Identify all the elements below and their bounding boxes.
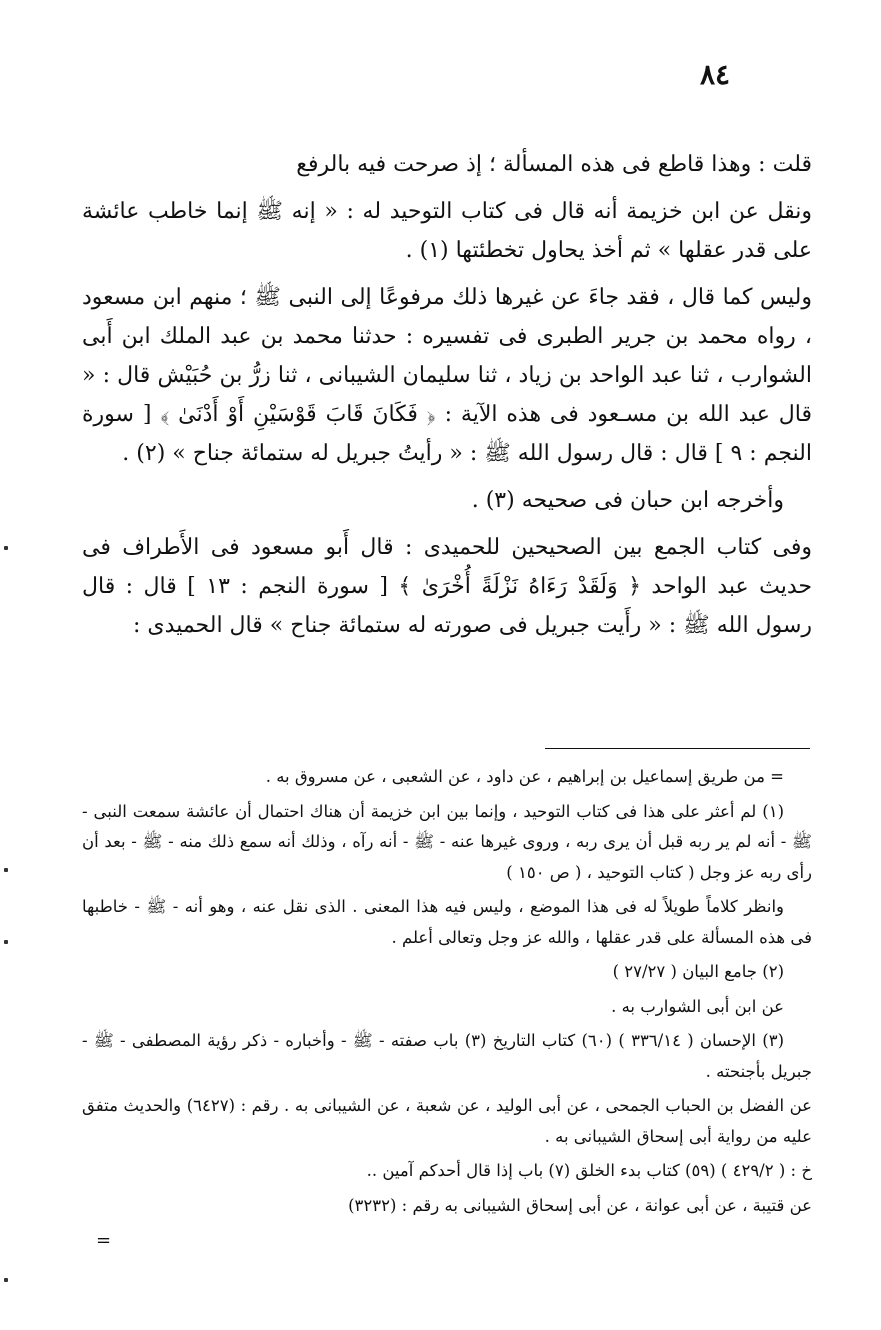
footnote-divider — [545, 748, 810, 749]
scan-speck — [4, 868, 8, 872]
main-text — [82, 145, 812, 653]
footnote-line: وانظر كلاماً طويلاً له فى هذا الموضع ، وليس فيه هذا المعنى . الذى نقل عنه ، وهو أنه - ﷺ - خاطبها فى هذه المسألة على قدر عقلها ، والله عز وجل وتعالى أعلم . — [82, 897, 812, 947]
page-number: ٨٤ — [700, 58, 731, 91]
footnote-line: (١) لم أعثر على هذا فى كتاب التوحيد ، وإنما بين ابن خزيمة أن هناك احتمال أن عائشة سمعت النبى - ﷺ - أنه لم ير ربه قبل أن يرى ربه ، وروى غيرها عنه - ﷺ - أنه رآه ، وذلك أنه سمع ذلك منه - ﷺ - بعد أن رأى ربه عز وجل ( كتاب التوحيد ، ( ص ١٥٠ ) — [82, 801, 812, 882]
main-paragraph: ونقل عن ابن خزيمة أنه قال فى كتاب التوحيد له : « إنه ﷺ إنما خاطب عائشة على قدر عقلها » ثم أخذ يحاول تخطئتها (١) . — [82, 199, 812, 263]
footnote-line: خ : ( ٤٢٩/٢ ) (٥٩) كتاب بدء الخلق (٧) باب إذا قال أحدكم آمين .. — [366, 1161, 812, 1180]
main-paragraph: وليس كما قال ، فقد جاءَ عن غيرها ذلك مرفوعًا إلى النبى ﷺ ؛ منهم ابن مسعود ، رواه محمد بن جرير الطبرى فى تفسيره : حدثنا محمد بن عبد الملك ابن أَبى الشوارب ، ثنا عبد الواحد بن زياد ، ثنا سليمان الشيبانى ، ثنا زرُّ بن حُبَيْش قال : « قال عبد الله بن مسـعود فى هذه الآية : ﴿ فَكَانَ قَابَ قَوْسَيْنِ أَوْ أَدْنَىٰ ﴾ [ سورة النجم : ٩ ] قال : قال رسول الله ﷺ : « رأيتُ جبريل له ستمائة جناح » (٢) . — [82, 285, 812, 466]
footnotes — [82, 762, 812, 1225]
footnote-line: (٣) الإحسان ( ٣٣٦/١٤ ) (٦٠) كتاب التاريخ (٣) باب صفته - ﷺ - وأخباره - ذكر رؤية المصطفى - ﷺ - جبريل بأجنحته . — [82, 1031, 812, 1081]
main-paragraph: وفى كتاب الجمع بين الصحيحين للحميدى : قال أَبو مسعود فى الأَطراف فى حديث عبد الواحد ﴿ وَلَقَدْ رَءَاهُ نَزْلَةً أُخْرَىٰ ﴾ [ سورة النجم : ١٣ ] قال : قال رسول الله ﷺ : « رأَيت جبريل فى صورته له ستمائة جناح » قال الحميدى : — [82, 535, 812, 638]
main-paragraph: وأخرجه ابن حبان فى صحيحه (٣) . — [471, 488, 784, 513]
scan-speck — [4, 1278, 8, 1282]
main-paragraph: قلت : وهذا قاطع فى هذه المسألة ؛ إذ صرحت فيه بالرفع — [296, 152, 812, 177]
footnote-line: عن الفضل بن الحباب الجمحى ، عن أبى الوليد ، عن شعبة ، عن الشيبانى به . رقم : (٦٤٢٧) والحديث متفق عليه من رواية أبى إسحاق الشيبانى به . — [82, 1096, 812, 1146]
continuation-mark: = — [96, 1230, 112, 1251]
footnote-line: = من طريق إسماعيل بن إبراهيم ، عن داود ، عن الشعبى ، عن مسروق به . — [265, 767, 784, 786]
footnote-line: عن ابن أبى الشوارب به . — [611, 996, 784, 1016]
scan-speck — [4, 546, 8, 550]
footnote-line: (٢) جامع البيان ( ٢٧/٢٧ ) — [612, 962, 784, 981]
scan-speck — [4, 940, 8, 944]
footnote-line: عن قتيبة ، عن أبى عوانة ، عن أبى إسحاق الشيبانى به رقم : (٣٢٣٢) — [348, 1195, 812, 1215]
